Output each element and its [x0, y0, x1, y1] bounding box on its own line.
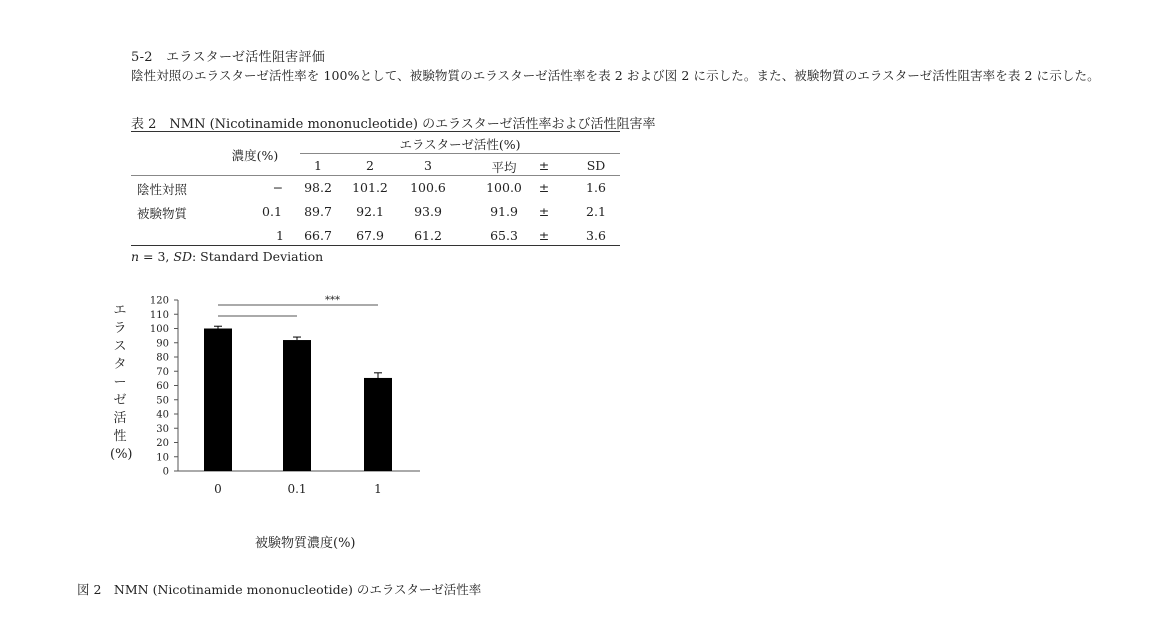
y-tick-label: 50: [156, 395, 169, 407]
y-tick-label: 110: [149, 309, 169, 321]
x-tick-label: 1: [374, 482, 382, 496]
x-axis-label: 被験物質濃度(%): [255, 536, 356, 551]
y-axis-label: エラスターゼ活性(%): [110, 303, 133, 462]
row-sd: 3.6: [586, 228, 606, 243]
row-value-1: 98.2: [304, 180, 332, 195]
bar: [283, 340, 311, 471]
row-value-1: 89.7: [304, 204, 332, 219]
y-tick-label: 90: [156, 338, 169, 350]
table-caption: 表 2 NMN (Nicotinamide mononucleotide) のエラスターゼ活性率および活性阻害率: [131, 117, 656, 132]
row-value-2: 101.2: [352, 180, 388, 195]
note-sd: SD: [173, 249, 192, 264]
row-mean: 100.0: [486, 180, 522, 195]
sub-header-1: 1: [314, 158, 322, 173]
y-tick-label: 60: [156, 381, 169, 392]
note-n: n: [131, 249, 140, 264]
y-tick-label: 70: [156, 366, 169, 378]
sub-header-2: 2: [366, 158, 374, 173]
row-conc: 0.1: [262, 204, 282, 219]
row-value-3: 100.6: [410, 180, 446, 195]
intro-paragraph: 陰性対照のエラスターゼ活性率を 100%として、被験物質のエラスターゼ活性率を表 2 および図 2 に示した。また、被験物質のエラスターゼ活性阻害率を表 2 に示した。: [131, 68, 1100, 83]
row-mean: 65.3: [490, 228, 518, 243]
row-value-1: 66.7: [304, 228, 332, 243]
note-tail: : Standard Deviation: [191, 249, 324, 264]
row-sd: 1.6: [586, 180, 606, 195]
row-sd: 2.1: [586, 204, 606, 219]
row-value-3: 61.2: [414, 228, 442, 243]
conc-header: 濃度(%): [231, 148, 279, 163]
row-label: 被験物質: [137, 206, 188, 221]
row-pm: ±: [538, 228, 550, 243]
y-tick-label: 120: [149, 295, 169, 307]
y-tick-label: 40: [156, 409, 169, 421]
x-tick-label: 0.1: [287, 482, 307, 496]
y-tick-label: 100: [149, 324, 169, 335]
y-tick-label: 30: [156, 423, 169, 435]
y-tick-label: 20: [156, 438, 169, 449]
sub-header-mean: 平均: [491, 160, 517, 175]
x-tick-label: 0: [214, 482, 222, 496]
significance-label: ***: [325, 295, 340, 306]
row-pm: ±: [538, 180, 550, 195]
row-value-3: 93.9: [414, 204, 442, 219]
row-conc: −: [272, 180, 284, 195]
activity-group-header: エラスターゼ活性(%): [399, 137, 521, 152]
y-tick-label: 80: [156, 352, 169, 364]
row-value-2: 92.1: [356, 204, 384, 219]
bar: [364, 378, 392, 471]
y-tick-label: 0: [162, 466, 169, 478]
note-count: = 3,: [139, 249, 174, 264]
bar: [204, 329, 232, 472]
row-pm: ±: [538, 204, 550, 219]
section-heading: 5-2 エラスターゼ活性阻害評価: [131, 50, 326, 65]
row-conc: 1: [276, 228, 284, 243]
sub-header-pm: ±: [538, 158, 550, 173]
row-value-2: 67.9: [356, 228, 384, 243]
y-tick-label: 10: [156, 452, 169, 464]
figure-caption: 図 2 NMN (Nicotinamide mononucleotide) のエラスターゼ活性率: [77, 582, 482, 597]
sub-header-sd: SD: [586, 158, 606, 173]
row-label: 陰性対照: [137, 182, 188, 197]
row-mean: 91.9: [490, 204, 518, 219]
sub-header-3: 3: [424, 158, 432, 173]
